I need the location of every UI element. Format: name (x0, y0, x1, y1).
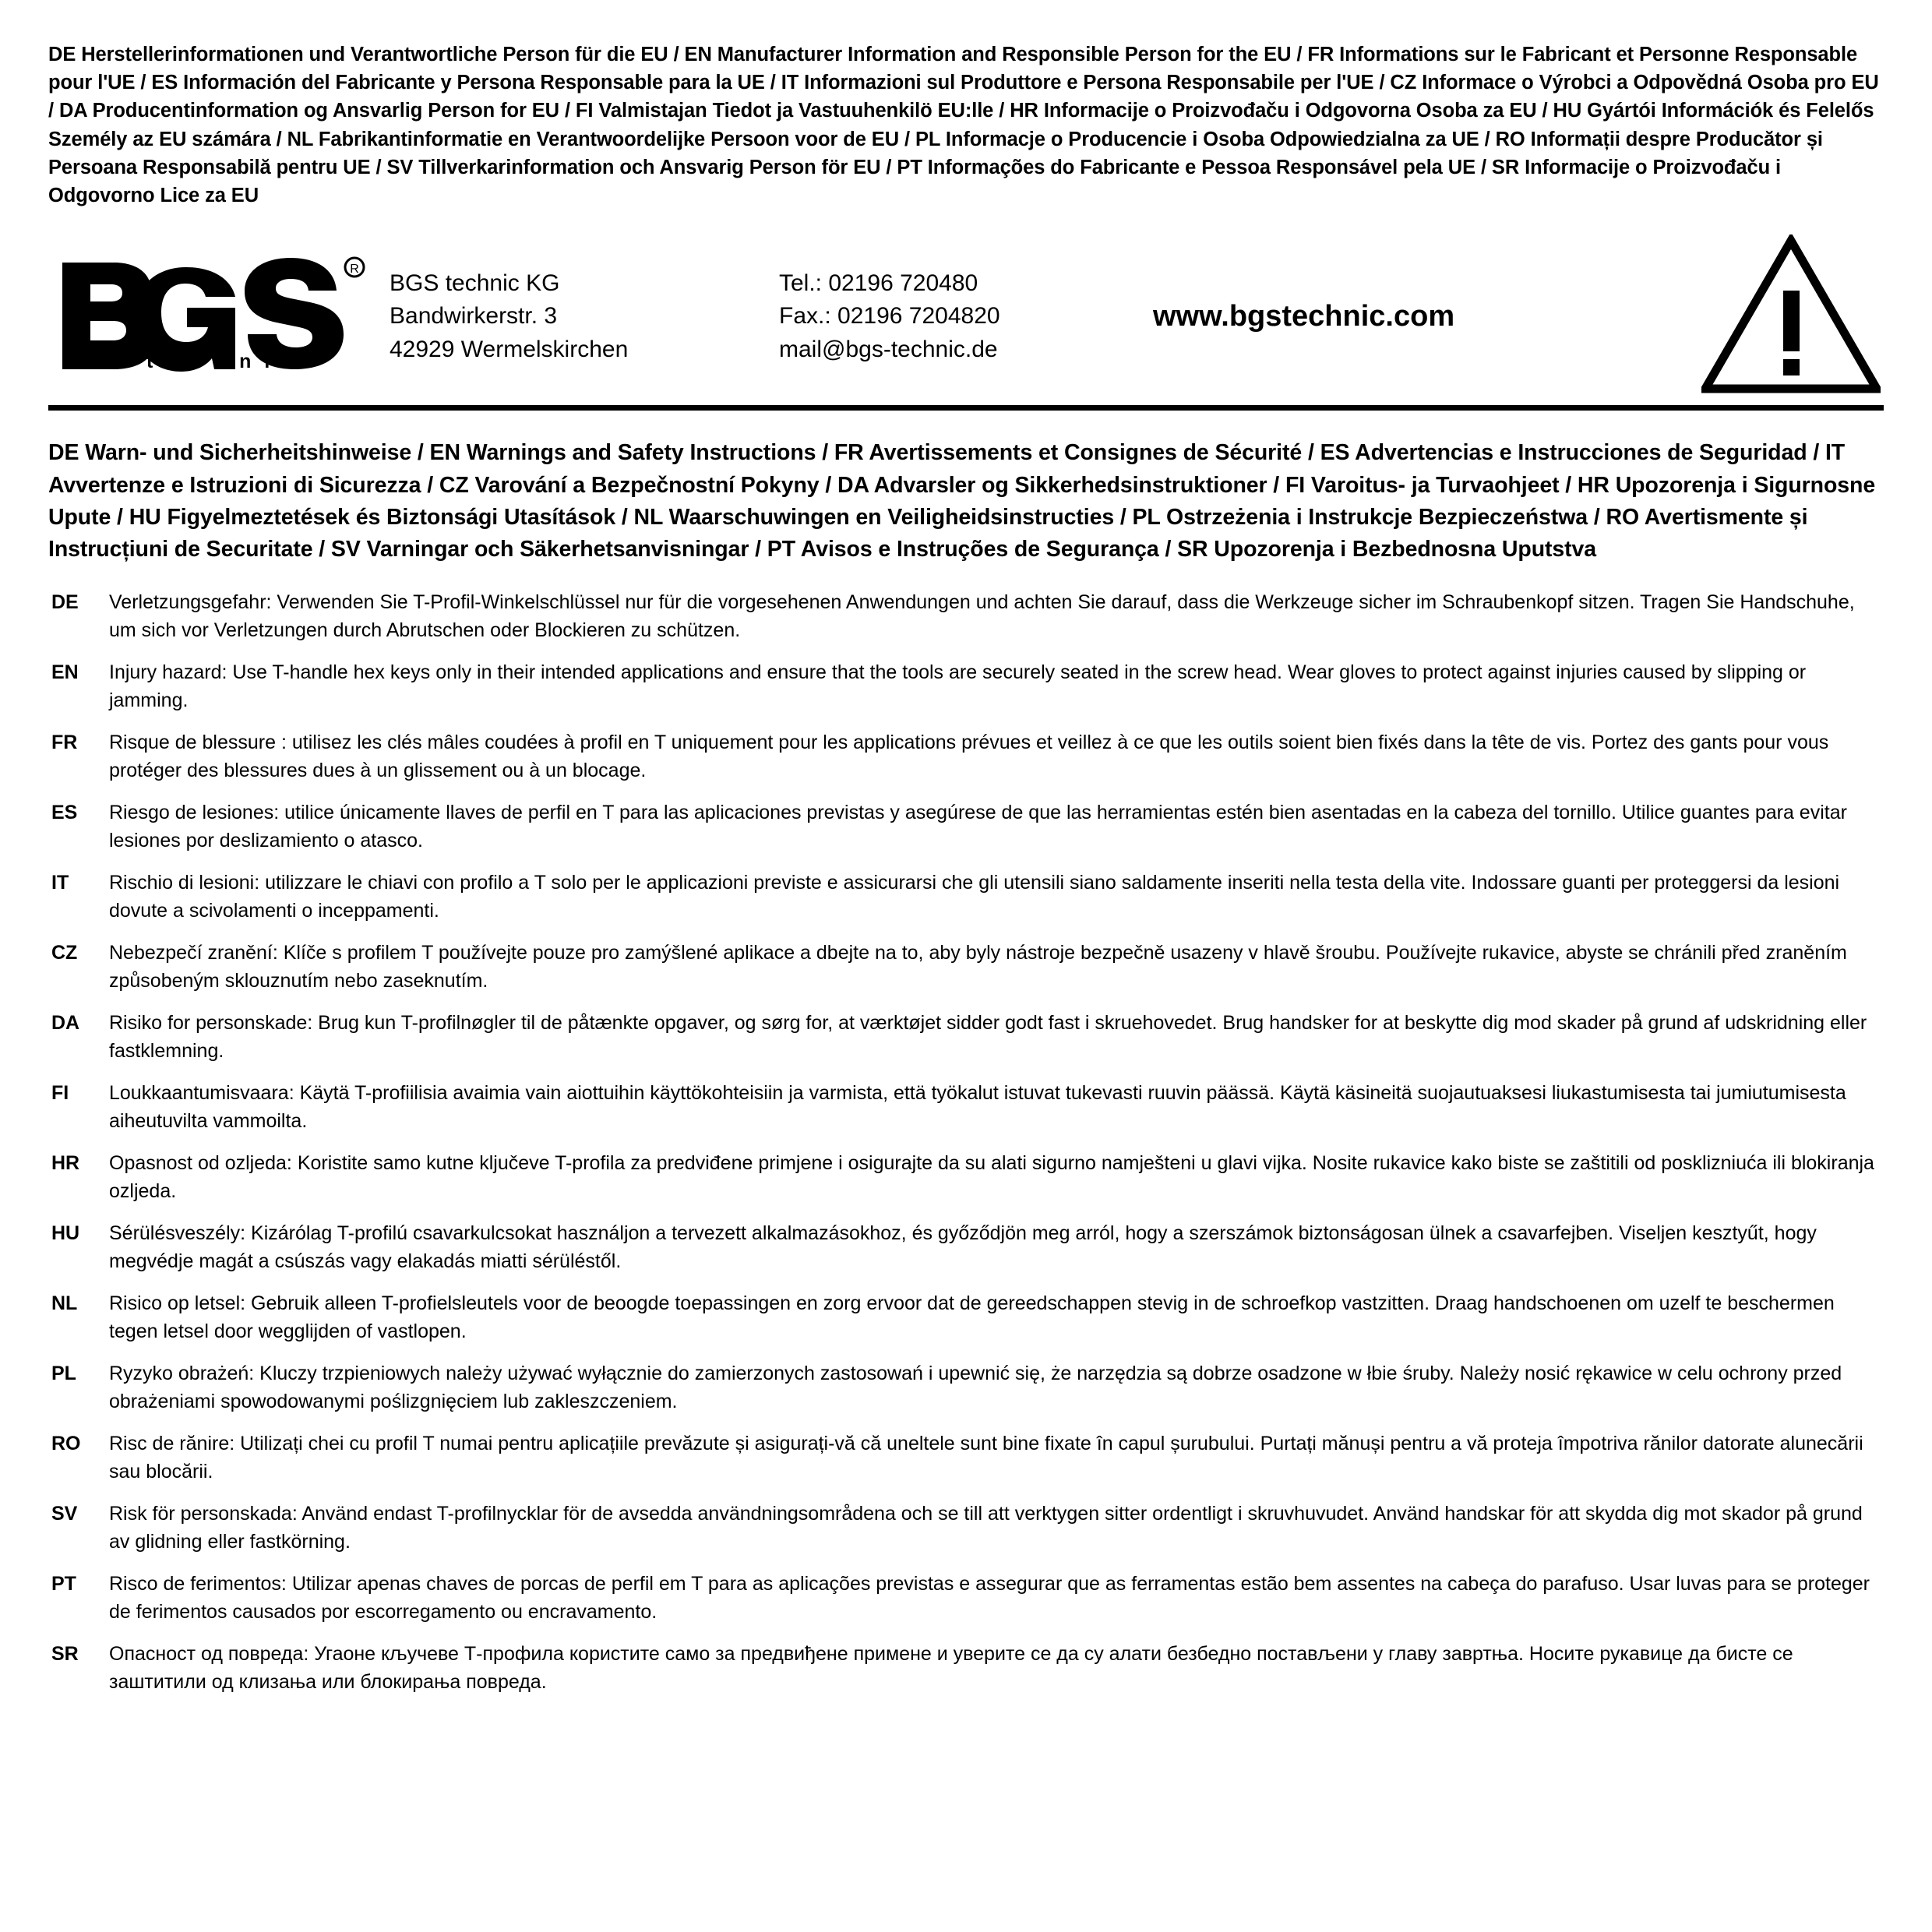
warning-text: Riesgo de lesiones: utilice únicamente llaves de perfil en T para las aplicaciones previstas y asegúrese de que las herramientas estén bien asentadas en la cabeza del tornillo. Utilice guantes para evitar lesiones por deslizamiento o atasco. (109, 802, 1847, 851)
warning-text: Injury hazard: Use T-handle hex keys only in their intended applications and ensure that the tools are securely seated in the screw head. Wear gloves to protect against injuries caused by slipping or jamming. (109, 661, 1807, 711)
language-code: ES (51, 802, 78, 824)
company-city: 42929 Wermelskirchen (390, 337, 629, 363)
language-code: SR (51, 1643, 79, 1666)
warnings-list (48, 589, 1884, 1696)
list-item (48, 1150, 1884, 1205)
language-code: PL (51, 1363, 76, 1385)
language-code: DA (51, 1012, 80, 1035)
language-code: HR (51, 1152, 80, 1175)
warning-triangle-icon (1694, 234, 1884, 394)
warning-text: Loukkaantumisvaara: Käytä T-profiilisia avaimia vain aiottuihin käyttökohteisiin ja varmista, että työkalut istuvat tukevasti ruuvin päässä. Käytä käsineitä suojautuaksesi liukastumisesta tai jumiutumisesta aiheutuvilta vammoilta. (109, 1082, 1846, 1132)
list-item (48, 1641, 1884, 1696)
language-code: PT (51, 1573, 76, 1595)
list-item (48, 1571, 1884, 1626)
language-code: CZ (51, 942, 78, 964)
warning-text: Rischio di lesioni: utilizzare le chiavi con profilo a T solo per le applicazioni previste e assicurarsi che gli utensili siano saldamente inseriti nella testa della vite. Indossare guanti per proteggersi da lesioni dovute a scivolamenti o inceppamenti. (109, 872, 1840, 922)
list-item (48, 1500, 1884, 1556)
warning-text: Nebezpečí zranění: Klíče s profilem T používejte pouze pro zamýšlené aplikace a dbejte na to, aby byly nástroje bezpečně usazeny v hlavě šroubu. Používejte rukavice, abyste se chránili před zraněním způsobeným sklouznutím nebo zaseknutím. (109, 942, 1847, 992)
company-address (390, 263, 779, 367)
language-code: HU (51, 1222, 80, 1245)
warning-text: Risque de blessure : utilisez les clés mâles coudées à profil en T uniquement pour les applications prévues et veillez à ce que les outils soient bien fixés dans la tête de vis. Portez des gants pour vous protéger des blessures dues à un glissement ou à un blocage. (109, 732, 1829, 781)
list-item (48, 1010, 1884, 1065)
company-contact (779, 263, 1145, 367)
company-name: BGS technic KG (390, 270, 560, 296)
list-item (48, 1080, 1884, 1135)
list-item (48, 1290, 1884, 1345)
list-item (48, 1360, 1884, 1416)
language-code: IT (51, 872, 69, 894)
warning-text: Risico op letsel: Gebruik alleen T-profielsleutels voor de beoogde toepassingen en zorg ervoor dat de gereedschappen stevig in de schroefkop vastzitten. Draag handschoenen om uzelf te beschermen tegen letsel door wegglijden of vastlopen. (109, 1292, 1835, 1342)
warning-text: Опасност од повреда: Угаоне кључеве Т-профила користите само за предвиђене примене и уверите се да су алати безбедно постављени у главу завртња. Носите рукавице да бисте се заштитили од клизања или блокирања повреда. (109, 1643, 1793, 1693)
warning-text: Risco de ferimentos: Utilizar apenas chaves de porcas de perfil em T para as aplicações previstas e assegurar que as ferramentas estão bem assentes na cabeça do parafuso. Usar luvas para se proteger de ferimentos causados por escorregamento ou encravamento. (109, 1573, 1870, 1623)
list-item (48, 1220, 1884, 1275)
warning-text: Ryzyko obrażeń: Kluczy trzpieniowych należy używać wyłącznie do zamierzonych zastosowań i upewnić się, że narzędzia są dobrze osadzone w łbie śruby. Należy nosić rękawice w celu ochrony przed obrażeniami spowodowanymi poślizgnięciem lub zakleszczeniem. (109, 1363, 1842, 1412)
language-code: EN (51, 661, 79, 684)
manufacturer-information-heading: DE Herstellerinformationen und Verantwortliche Person für die EU / EN Manufacturer Information and Responsible Person for the EU / FR Informations sur le Fabricant et Personne Responsable pour l'UE / ES Información del Fabricante y Persona Responsable para la UE / IT Informazioni sul Produttore e Persona Responsabile per l'UE / CZ Informace o Výrobci a Odpovědná Osoba pro EU / DA Producentinformation og Ansvarlig Person for EU / FI Valmistajan Tiedot ja Vastuuhenkilö EU:lle / HR Informacije o Proizvođaču i Odgovorna Osoba za EU / HU Gyártói Információk és Felelős Személy az EU számára / NL Fabrikantinformatie en Verantwoordelijke Persoon voor de EU / PL Informacje o Producencie i Osoba Odpowiedzialna za UE / RO Informații despre Producător și Persoana Responsabilă pentru UE / SV Tillverkarinformation och Ansvarig Person för EU / PT Informações do Fabricante e Pessoa Responsável pela UE / SR Informacije o Proizvođaču i Odgovorno Lice za EU (48, 44, 1879, 207)
bgs-logo-svg (55, 256, 366, 373)
list-item (48, 589, 1884, 644)
registered-trademark-icon (345, 258, 364, 277)
language-code: NL (51, 1292, 78, 1315)
warning-triangle-svg (1701, 234, 1881, 394)
language-code: FI (51, 1082, 69, 1105)
language-code: FR (51, 732, 78, 754)
svg-text:R: R (350, 262, 359, 276)
company-website[interactable]: www.bgstechnic.com (1153, 300, 1455, 333)
bgs-logo (48, 256, 390, 373)
company-street: Bandwirkerstr. 3 (390, 303, 558, 330)
list-item (48, 729, 1884, 784)
warnings-section-heading: DE Warn- und Sicherheitshinweise / EN Warnings and Safety Instructions / FR Avertissements et Consignes de Sécurité / ES Advertencias e Instrucciones de Seguridad / IT Avvertenze e Istruzioni di Sicurezza / CZ Varování a Bezpečnostní Pokyny / DA Advarsler og Sikkerhedsinstruktioner / FI Varoitus- ja Turvaohjeet / HR Upozorenja i Sigurnosne Upute / HU Figyelmeztetések és Biztonsági Utasítások / NL Waarschuwingen en Veiligheidsinstructies / PL Ostrzeżenia i Instrukcje Bezpieczeństwa / RO Avertismente și Instrucțiuni de Securitate / SV Varningar och Säkerhetsanvisningar / PT Avisos e Instruções de Segurança / SR Upozorenja i Bezbednosna Uputstva (48, 440, 1876, 562)
company-fax: Fax.: 02196 7204820 (779, 303, 1000, 330)
list-item (48, 940, 1884, 995)
language-code: DE (51, 591, 79, 614)
language-code: SV (51, 1503, 78, 1525)
company-telephone: Tel.: 02196 720480 (779, 270, 978, 296)
svg-text:t e c h n i c: t e c h n i c (146, 350, 298, 372)
list-item (48, 1430, 1884, 1486)
warning-text: Opasnost od ozljeda: Koristite samo kutne ključeve T-profila za predviđene primjene i osigurajte da su alati sigurno namješteni u glavi vijka. Nosite rukavice kako biste se zaštitili od posklizniuća ili blokiranja ozljeda. (109, 1152, 1874, 1202)
list-item (48, 799, 1884, 855)
company-contact-band (48, 230, 1884, 411)
warning-text: Verletzungsgefahr: Verwenden Sie T-Profil-Winkelschlüssel nur für die vorgesehenen Anwendungen und achten Sie darauf, dass die Werkzeuge sicher im Schraubenkopf sitzen. Tragen Sie Handschuhe, um sich vor Verletzungen durch Abrutschen oder Blockieren zu schützen. (109, 591, 1855, 641)
warning-text: Risc de rănire: Utilizați chei cu profil T numai pentru aplicațiile prevăzute și asigurați-vă că uneltele sunt bine fixate în capul șurubului. Purtați mănuși pentru a vă proteja împotriva rănilor datorate alunecării sau blocării. (109, 1433, 1863, 1482)
language-code: RO (51, 1433, 81, 1455)
warning-text: Sérülésveszély: Kizárólag T-profilú csavarkulcsokat használjon a tervezett alkalmazásokhoz, és győződjön meg arról, hogy a szerszámok biztonságosan ülnek a csavarfejben. Viseljen kesztyűt, hogy megvédje magát a csúszás vagy elakadás miatti sérüléstől. (109, 1222, 1817, 1272)
list-item (48, 869, 1884, 925)
list-item (48, 659, 1884, 714)
company-email[interactable]: mail@bgs-technic.de (779, 337, 998, 363)
warning-text: Risiko for personskade: Brug kun T-profilnøgler til de påtænkte opgaver, og sørg for, at værktøjet sidder godt fast i skruehovedet. Brug handsker for at beskytte dig mod skader på grund af udskridning eller fastklemning. (109, 1012, 1867, 1062)
warning-text: Risk för personskada: Använd endast T-profilnycklar för de avsedda användningsområdena och se till att verktygen sitter ordentligt i skruvhuvudet. Använd handskar för att skydda dig mot skador på grund av glidning eller fastkörning. (109, 1503, 1863, 1553)
